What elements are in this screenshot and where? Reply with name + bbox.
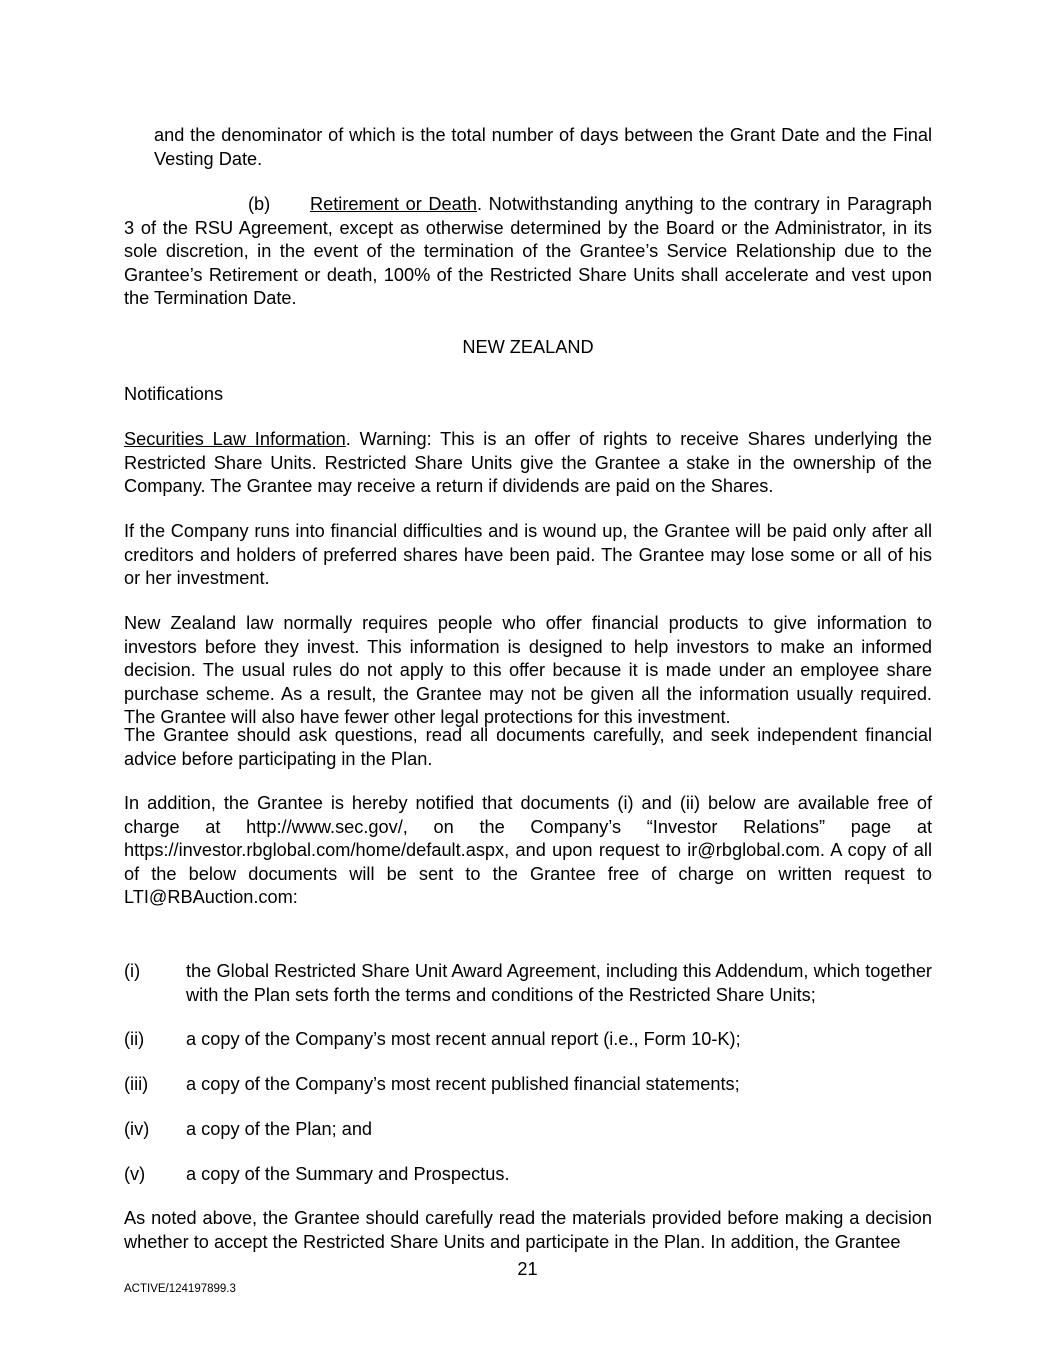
as-noted-paragraph: As noted above, the Grantee should carefully read the materials provided before making a decision whether to accept the Restricted Share Units and participate in the Plan. In addition, the Grantee [124, 1208, 932, 1252]
page-number: 21 [517, 1259, 538, 1279]
notifications-heading: Notifications [124, 384, 224, 404]
list-item-number: (v) [124, 1164, 146, 1184]
document-id: ACTIVE/124197899.3 [124, 1283, 236, 1295]
list-item-text: a copy of the Summary and Prospectus. [186, 1164, 510, 1184]
retirement-title: Retirement or Death [310, 194, 477, 214]
retirement-text: . Notwithstanding anything to the contrary in Paragraph 3 of the RSU Agreement, except as otherwise determined by the Board or the Administrator, in its sole discretion, in the event of the termination of the Grantee’s Service Relationship due to the Grantee’s Retirement or death, 100% of the Restricted Share Units shall accelerate and vest upon the Termination Date. [124, 194, 932, 308]
securities-paragraph [124, 428, 932, 499]
securities-title: Securities Law Information [124, 429, 346, 449]
ask-questions-paragraph: The Grantee should ask questions, read all documents carefully, and seek independent financial advice before participating in the Plan. [124, 725, 932, 769]
retirement-paragraph [124, 193, 932, 311]
continuation-paragraph: and the denominator of which is the total number of days between the Grant Date and the Final Vesting Date. [154, 125, 932, 169]
retirement-label: (b) [248, 194, 271, 214]
nz-law-paragraph: New Zealand law normally requires people who offer financial products to give information to investors before they invest. This information is designed to help investors to make an informed decision. The usual rules do not apply to this offer because it is made under an employee share purchase scheme. As a result, the Grantee may not be given all the information usually required. The Grantee will also have fewer other legal protections for this investment. [124, 613, 932, 727]
list-item-number: (iv) [124, 1119, 150, 1139]
list-item-number: (ii) [124, 1029, 145, 1049]
list-item-text: a copy of the Plan; and [186, 1119, 373, 1139]
in-addition-paragraph: In addition, the Grantee is hereby notified that documents (i) and (ii) below are available free of charge at http://www.sec.gov/, on the Company’s “Investor Relations” page at https://investor.rbglobal.com/home/default.aspx, and upon request to ir@rbglobal.com. A copy of all of the below documents will be sent to the Grantee free of charge on written request to LTI@RBAuction.com: [124, 793, 932, 907]
list-item-number: (iii) [124, 1074, 149, 1094]
list-item-text: the Global Restricted Share Unit Award Agreement, including this Addendum, which together with the Plan sets forth the terms and conditions of the Restricted Share Units; [186, 961, 932, 1005]
list-item-number: (i) [124, 961, 141, 981]
list-item-text: a copy of the Company’s most recent annual report (i.e., Form 10-K); [186, 1029, 741, 1049]
country-heading: NEW ZEALAND [462, 337, 594, 357]
wound-up-paragraph: If the Company runs into financial difficulties and is wound up, the Grantee will be paid only after all creditors and holders of preferred shares have been paid. The Grantee may lose some or all of his or her investment. [124, 521, 932, 588]
securities-text: . Warning: This is an offer of rights to receive Shares underlying the Restricted Share Units. Restricted Share Units give the Grantee a stake in the ownership of the Company. The Grantee may receive a return if dividends are paid on the Shares. [124, 429, 932, 496]
list-item-text: a copy of the Company’s most recent published financial statements; [186, 1074, 740, 1094]
